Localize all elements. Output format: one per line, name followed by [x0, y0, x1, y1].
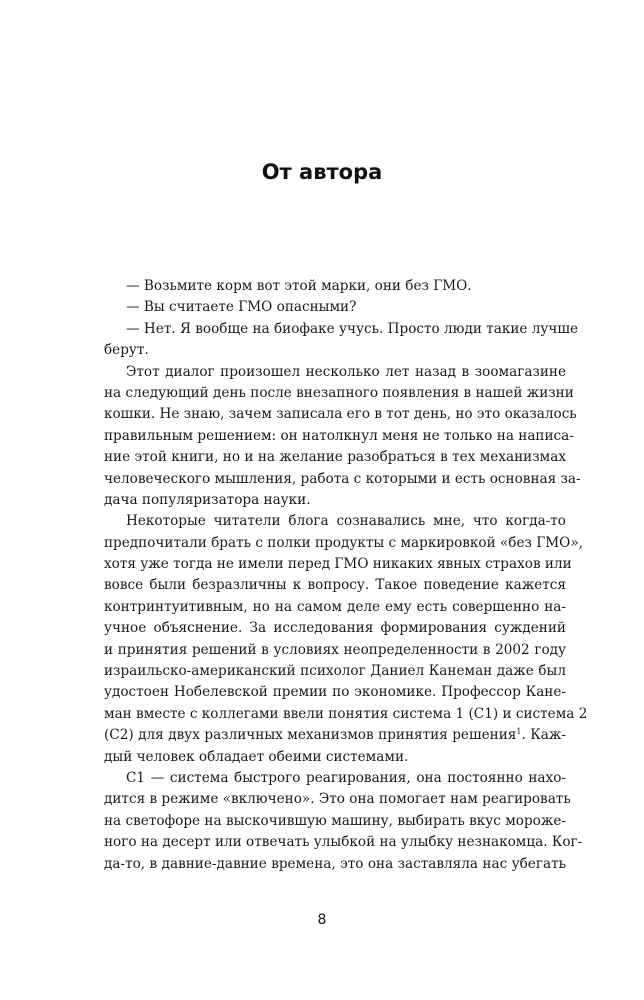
text-line: израильско-американский психолог Даниел Канеман даже был — [104, 663, 566, 680]
text-line: человеческого мышления, работа с которыми и есть основная за- — [104, 470, 581, 487]
text-line: да-то, в давние-давние времена, это она заставляла нас убегать — [104, 855, 566, 872]
text-line: ного на десерт или отвечать улыбкой на улыбку незнакомца. Ког- — [104, 834, 583, 851]
text-line: на следующий день после внезапного появления в нашей жизни — [104, 384, 574, 401]
text-line: хотя уже тогда не имели перед ГМО никаких явных страхов или — [104, 556, 572, 573]
text-segment: . Каж- — [521, 727, 566, 744]
page-number: 8 — [317, 912, 327, 928]
text-line: ние этой книги, но и на желание разобраться в тех механизмах — [104, 449, 566, 466]
text-line: дится в режиме «включено». Это она помогает нам реагировать — [104, 791, 571, 808]
text-line: удостоен Нобелевской премии по экономике. Профессор Кане- — [104, 684, 566, 701]
text-line: — Возьмите корм вот этой марки, они без ГМО. — [126, 278, 472, 294]
chapter-title: От автора — [261, 160, 383, 184]
text-line: — Нет. Я вообще на биофаке учусь. Просто люди такие лучше — [126, 320, 579, 337]
text-line: предпочитали брать с полки продукты с маркировкой «без ГМО», — [104, 534, 583, 551]
text-line: кошки. Не знаю, зачем записала его в тот день, но это оказалось — [104, 406, 577, 423]
text-line: правильным решением: он натолкнул меня не только на написа- — [104, 427, 574, 444]
text-line: контринтуитивным, но на самом деле ему есть совершенно на- — [104, 598, 566, 615]
text-line: берут. — [104, 342, 149, 359]
text-line: дый человек обладает обеими системами. — [104, 748, 409, 765]
text-segment: (С2) для двух различных механизмов принятия решения — [104, 727, 517, 744]
text-line: дача популяризатора науки. — [104, 491, 311, 508]
text-line: ман вместе с коллегами ввели понятия система 1 (С1) и система 2 — [104, 705, 588, 722]
text-line: вовсе были безразличны к вопросу. Такое поведение кажется — [104, 577, 566, 594]
text-line: — Вы считаете ГМО опасными? — [126, 299, 357, 316]
text-line: Некоторые читатели блога сознавались мне, что когда-то — [126, 513, 566, 530]
text-line-with-footnote — [104, 725, 566, 746]
text-line: Этот диалог произошел несколько лет назад в зоомагазине — [126, 363, 566, 380]
body-text — [104, 276, 588, 875]
text-line: на светофоре на выскочившую машину, выбирать вкус мороже- — [104, 812, 566, 829]
footnote-marker: 1 — [516, 727, 522, 737]
text-line: учное объяснение. За исследования формирования суждений — [104, 620, 566, 637]
text-line: и принятия решений в условиях неопределенности в 2002 году — [104, 641, 566, 658]
text-line: С1 — система быстрого реагирования, она постоянно нахо- — [126, 769, 566, 786]
